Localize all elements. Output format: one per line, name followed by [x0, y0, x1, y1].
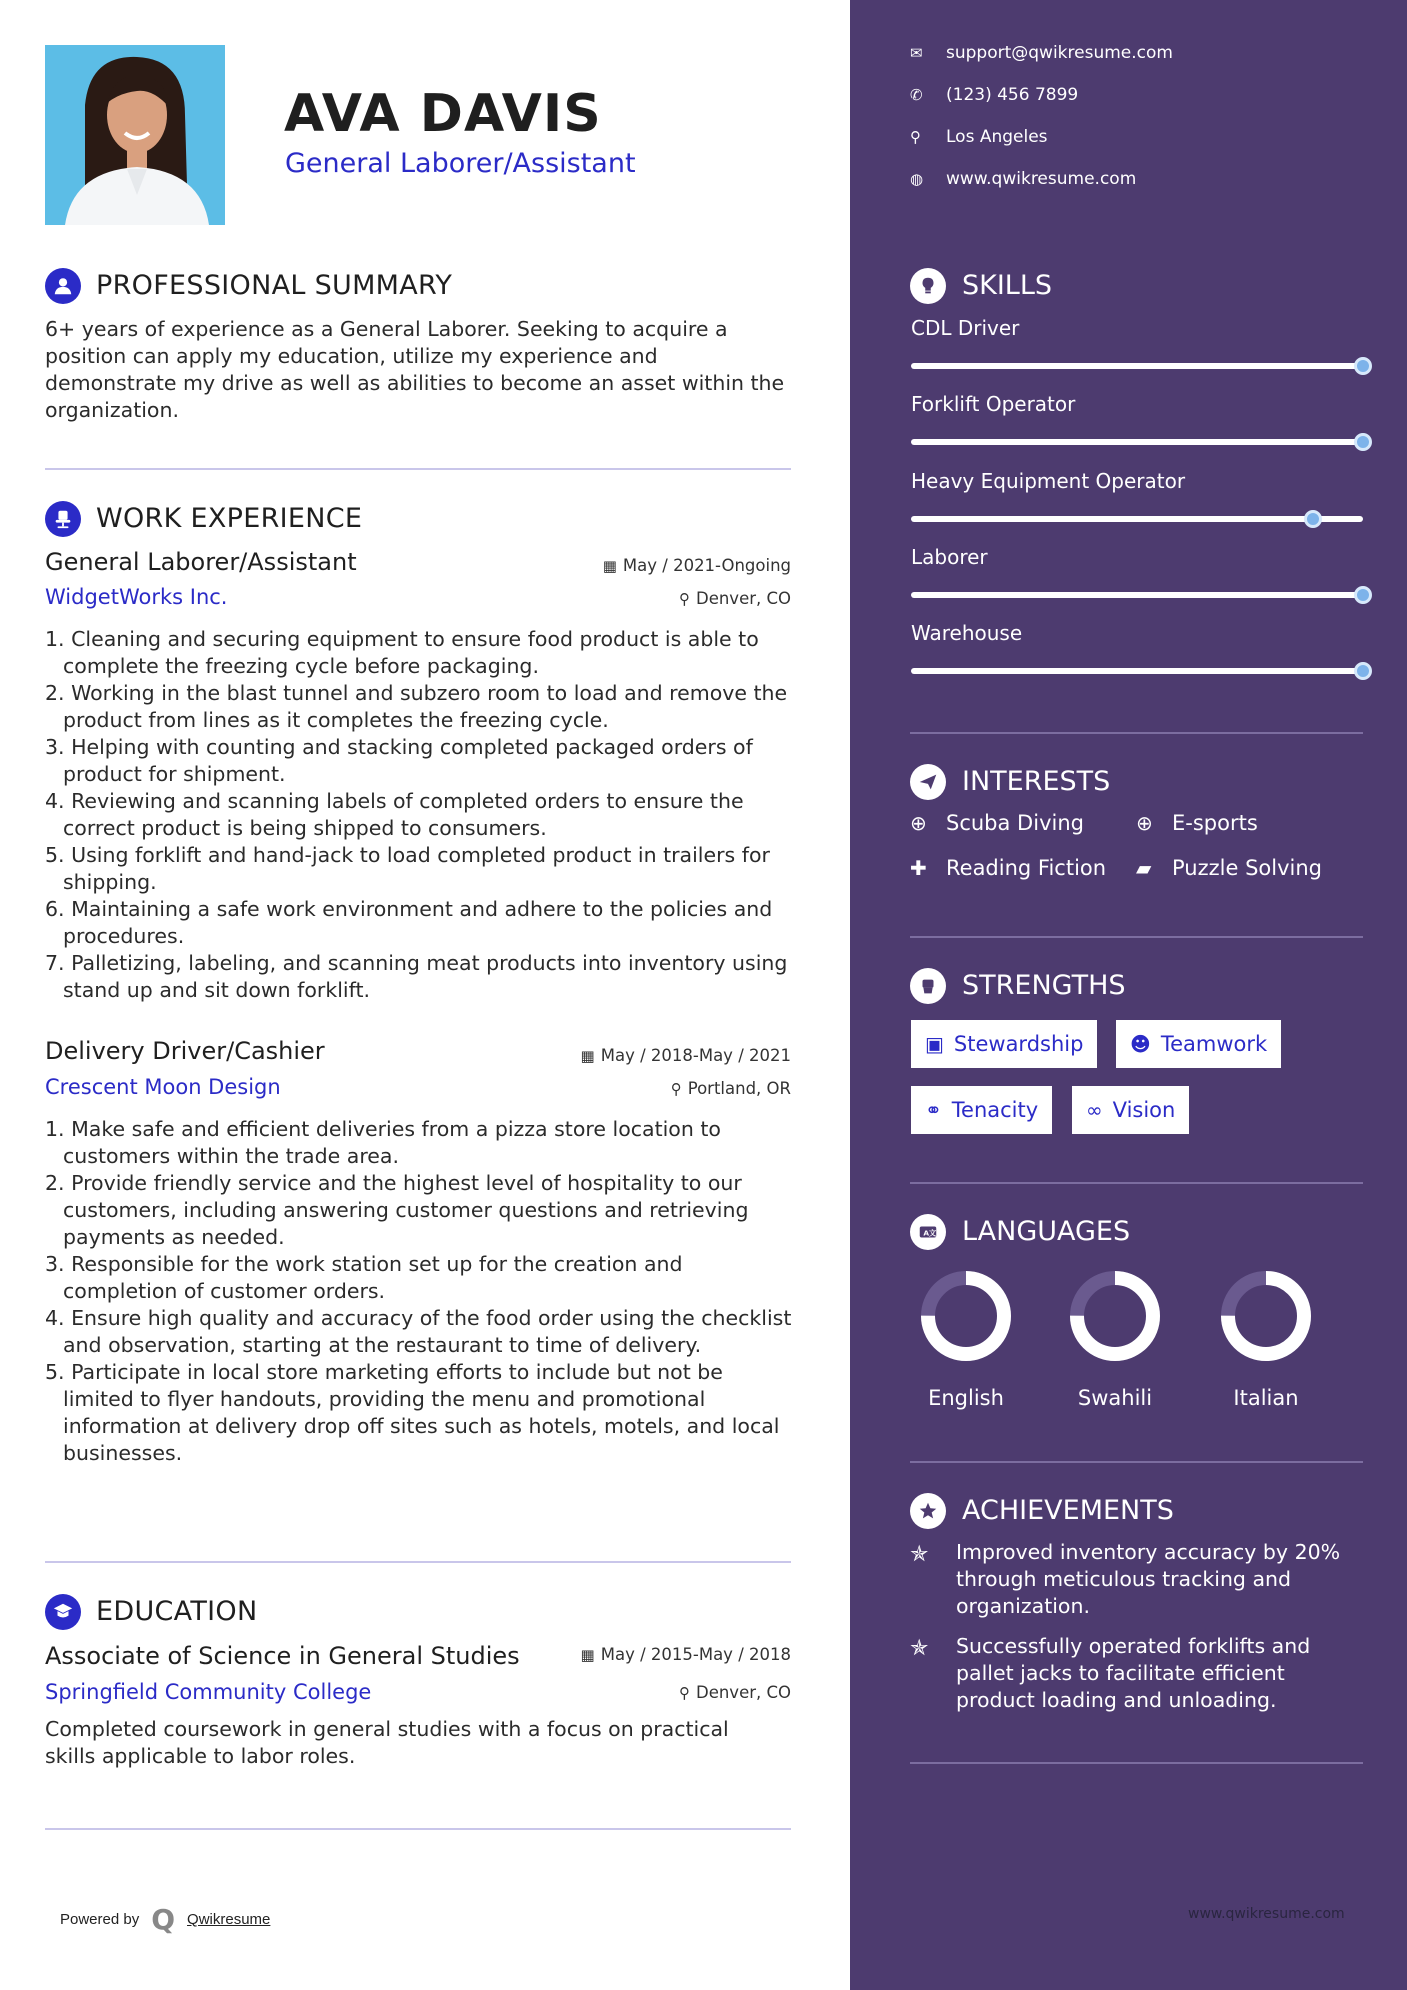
skill-name: CDL Driver	[911, 316, 1020, 340]
divider	[45, 1561, 791, 1563]
phone-icon: ✆	[910, 86, 923, 104]
powered-by	[60, 1903, 270, 1936]
interest-item: ✚ Reading Fiction	[910, 856, 1107, 880]
lifebuoy-icon: ⊕	[910, 811, 927, 835]
pin-icon: ⚲	[678, 1684, 690, 1702]
skill-level-knob	[1354, 433, 1372, 451]
job-duties	[45, 626, 795, 1004]
job-dates: ▦ May / 2021-Ongoing	[602, 556, 791, 575]
job-dates: ▦ May / 2018-May / 2021	[580, 1046, 791, 1065]
achievements-title: ACHIEVEMENTS	[962, 1495, 1174, 1526]
svg-text:文: 文	[928, 1228, 937, 1238]
list-item: 5. Participate in local store marketing efforts to include but not be limited to flyer handouts, providing the menu and promotional information at delivery drop off sites such as hotels, motels, and local businesses.	[45, 1360, 780, 1465]
powered-by-label: Powered by	[60, 1911, 140, 1928]
list-item: 4. Ensure high quality and accuracy of the food order using the checklist and observation, starting at the restaurant to time of delivery.	[45, 1306, 792, 1357]
job-location: ⚲ Denver, CO	[678, 589, 791, 608]
list-item: 7. Palletizing, labeling, and scanning meat products into inventory using stand up and sit down forklift.	[45, 951, 788, 1002]
user-icon	[45, 268, 81, 304]
job-company: WidgetWorks Inc.	[45, 585, 228, 609]
language-name: Swahili	[1077, 1386, 1153, 1410]
interest-item: ▰ Puzzle Solving	[1136, 856, 1322, 880]
contact-location: ⚲ Los Angeles	[910, 127, 1048, 147]
profile-photo	[45, 45, 225, 225]
strength-badge: ∞ Vision	[1072, 1086, 1189, 1134]
pin-icon: ⚲	[670, 1080, 682, 1098]
lightbulb-icon	[910, 268, 946, 304]
skill-name: Heavy Equipment Operator	[911, 469, 1186, 493]
skill-name: Laborer	[911, 545, 988, 569]
job-title: Delivery Driver/Cashier	[45, 1037, 325, 1065]
job-location: ⚲ Portland, OR	[670, 1079, 791, 1098]
list-item: 3. Helping with counting and stacking completed packaged orders of product for shipment.	[45, 735, 753, 786]
education-dates: ▦ May / 2015-May / 2018	[580, 1645, 791, 1664]
binoculars-icon: ∞	[1086, 1098, 1103, 1122]
experience-title: WORK EXPERIENCE	[96, 503, 363, 534]
svg-text:A: A	[923, 1228, 930, 1238]
divider	[45, 468, 791, 470]
star-badge-icon	[910, 1493, 946, 1529]
list-item: 2. Provide friendly service and the highest level of hospitality to our customers, including answering customer questions and retrieving payments as needed.	[45, 1171, 749, 1249]
divider	[910, 732, 1363, 734]
summary-title: PROFESSIONAL SUMMARY	[96, 270, 453, 301]
shooting-star-icon: ✯	[910, 1542, 929, 1567]
language-name: Italian	[1233, 1386, 1299, 1410]
language-donut	[1067, 1268, 1163, 1364]
strength-badge: ▣ Stewardship	[911, 1020, 1097, 1068]
briefcase-icon: ▣	[925, 1032, 944, 1056]
skill-level-knob	[1354, 357, 1372, 375]
calendar-icon: ▦	[602, 557, 617, 575]
list-item: 3. Responsible for the work station set up for the creation and completion of customer orders.	[45, 1252, 683, 1303]
contact-website[interactable]: ◍ www.qwikresume.com	[910, 169, 1137, 189]
qwikresume-link[interactable]: Qwikresume	[187, 1911, 271, 1928]
skill-name: Forklift Operator	[911, 392, 1076, 416]
divider	[45, 1828, 791, 1830]
list-item: 2. Working in the blast tunnel and subzero room to load and remove the product from lines as it completes the freezing cycle.	[45, 681, 788, 732]
users-icon: ☻	[1130, 1032, 1151, 1056]
candidate-name: AVA DAVIS	[284, 84, 602, 144]
skill-bar	[911, 439, 1363, 445]
lifebuoy-icon: ⊕	[1136, 811, 1153, 835]
list-item: 1. Cleaning and securing equipment to ensure food product is able to complete the freezing cycle before packaging.	[45, 627, 759, 678]
skills-title: SKILLS	[962, 270, 1053, 301]
list-item: 6. Maintaining a safe work environment and adhere to the policies and procedures.	[45, 897, 773, 948]
languages-title: LANGUAGES	[962, 1216, 1131, 1247]
strength-badge: ☻ Teamwork	[1116, 1020, 1281, 1068]
job-company: Crescent Moon Design	[45, 1075, 281, 1099]
list-item: 5. Using forklift and hand-jack to load completed product in trailers for shipping.	[45, 843, 770, 894]
skill-bar	[911, 363, 1363, 369]
education-location: ⚲ Denver, CO	[678, 1683, 791, 1702]
translate-icon	[910, 1214, 946, 1250]
language-donut	[1218, 1268, 1314, 1364]
education-title: EDUCATION	[96, 1596, 258, 1627]
achievement-item: ✯ Improved inventory accuracy by 20% through meticulous tracking and organization.	[910, 1540, 1341, 1618]
contact-email[interactable]: ✉ support@qwikresume.com	[910, 43, 1173, 63]
skill-bar	[911, 516, 1363, 522]
calendar-icon: ▦	[580, 1646, 595, 1664]
list-item: 1. Make safe and efficient deliveries from a pizza store location to customers within the trade area.	[45, 1117, 721, 1168]
shooting-star-icon: ✯	[910, 1636, 929, 1661]
graduate-icon	[45, 1594, 81, 1630]
achievement-item: ✯ Successfully operated forklifts and pallet jacks to facilitate efficient product loading and unloading.	[910, 1634, 1311, 1712]
divider	[910, 1762, 1363, 1764]
candidate-role: General Laborer/Assistant	[285, 148, 636, 179]
language-name: English	[928, 1386, 1004, 1410]
list-item: 4. Reviewing and scanning labels of completed orders to ensure the correct product is being shipped to consumers.	[45, 789, 744, 840]
footer-website[interactable]: www.qwikresume.com	[1188, 1906, 1345, 1922]
job-duties	[45, 1116, 795, 1467]
contact-phone: ✆ (123) 456 7899	[910, 85, 1079, 105]
skill-name: Warehouse	[911, 621, 1023, 645]
globe-icon: ◍	[910, 170, 924, 188]
calendar-icon: ▦	[580, 1047, 595, 1065]
pin-icon: ⚲	[678, 590, 690, 608]
education-text: Completed coursework in general studies with a focus on practical skills applicable to labor roles.	[45, 1717, 729, 1768]
interest-item: ⊕ E-sports	[1136, 811, 1258, 835]
language-item	[1040, 1268, 1190, 1410]
skill-bar	[911, 592, 1363, 598]
summary-text: 6+ years of experience as a General Laborer. Seeking to acquire a position can apply my education, utilize my experience and demonstrate my drive as well as abilities to become an asset within the organization.	[45, 317, 785, 422]
map-pin-icon: ⚲	[910, 128, 921, 146]
interests-title: INTERESTS	[962, 766, 1111, 797]
profile-photo-illustration	[45, 45, 225, 225]
strength-badge: ⚭ Tenacity	[911, 1086, 1052, 1134]
fist-icon	[910, 968, 946, 1004]
book-icon: ▰	[1136, 856, 1152, 880]
gamepad-icon: ✚	[910, 856, 927, 880]
school: Springfield Community College	[45, 1680, 372, 1704]
office-chair-icon	[45, 501, 81, 537]
divider	[910, 1461, 1363, 1463]
paper-plane-icon	[910, 764, 946, 800]
link-icon: ⚭	[925, 1098, 942, 1122]
skill-level-knob	[1354, 586, 1372, 604]
language-item	[891, 1268, 1041, 1410]
skill-bar	[911, 668, 1363, 674]
interest-item: ⊕ Scuba Diving	[910, 811, 1084, 835]
job-title: General Laborer/Assistant	[45, 548, 357, 576]
divider	[910, 1182, 1363, 1184]
language-donut	[918, 1268, 1014, 1364]
skill-level-knob	[1354, 662, 1372, 680]
divider	[910, 936, 1363, 938]
degree: Associate of Science in General Studies	[45, 1642, 520, 1670]
language-item	[1191, 1268, 1341, 1410]
envelope-icon: ✉	[910, 44, 923, 62]
strengths-title: STRENGTHS	[962, 970, 1126, 1001]
qwikresume-logo-icon: Q	[151, 1903, 176, 1936]
